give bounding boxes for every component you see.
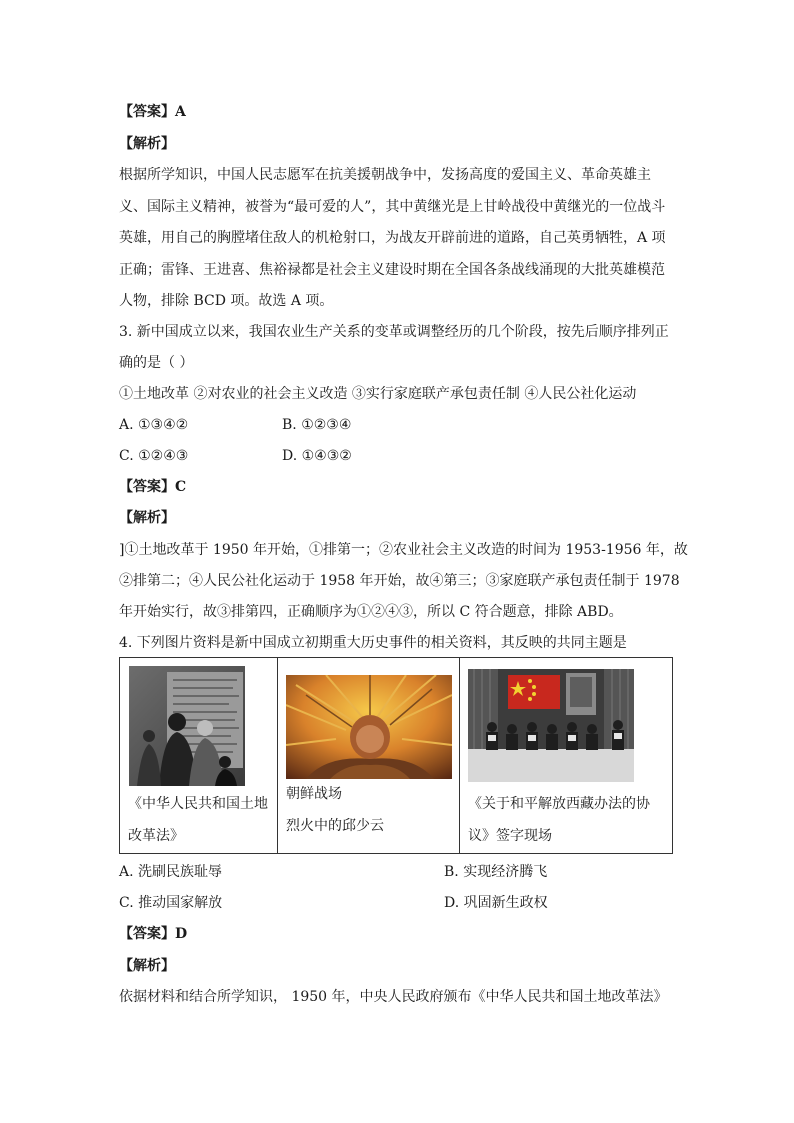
picture-cell-tibet [460,658,672,853]
caption-line: 议》签字现场 [468,828,552,844]
analysis-line: 年开始实行，故③排第四，正确顺序为①②④③，所以 C 符合题意，排除 ABD。 [119,604,623,620]
caption-line: 《关于和平解放西藏办法的协 [468,796,650,812]
question-3-items: ①土地改革 ②对农业的社会主义改造 ③实行家庭联产承包责任制 ④人民公社化运动 [119,386,637,402]
picture-cell-land-reform [120,658,278,853]
answer-label: 【答案】C [119,479,187,495]
picture-table [119,657,673,854]
option-b: B. 实现经济腾飞 [444,864,548,880]
analysis-line: 正确；雷锋、王进喜、焦裕禄都是社会主义建设时期在全国各条战线涌现的大批英雄模范 [119,262,665,278]
option-a: A. ①③④② [119,417,189,433]
analysis-line: 义、国际主义精神，被誉为“最可爱的人”，其中黄继光是上甘岭战役中黄继光的一位战斗 [119,199,666,215]
analysis-label: 【解析】 [119,958,175,974]
qiu-shaoyun-painting [286,675,452,779]
question-3-stem: 3. 新中国成立以来，我国农业生产关系的变革或调整经历的几个阶段，按先后顺序排列正 [119,324,669,340]
analysis-line: 依据材料和结合所学知识， 1950 年，中央人民政府颁布《中华人民共和国土地改革法》 [119,989,668,1005]
analysis-line: ②排第二；④人民公社化运动于 1958 年开始，故④第三；③家庭联产承包责任制于 1978 [119,573,680,589]
answer-label: 【答案】A [119,104,186,120]
option-c: C. 推动国家解放 [119,895,223,911]
answer-label: 【答案】D [119,926,188,942]
analysis-line: 人物，排除 BCD 项。故选 A 项。 [119,293,334,309]
caption-line: 《中华人民共和国土地 [128,796,268,812]
option-a: A. 洗刷民族耻辱 [119,864,223,880]
analysis-label: 【解析】 [119,510,175,526]
land-reform-photo [129,666,245,786]
analysis-line: 英雄，用自己的胸膛堵住敌人的机枪射口，为战友开辟前进的道路，自己英勇牺牲，A 项 [119,230,666,246]
option-c: C. ①②④③ [119,448,189,464]
caption-line: 烈火中的邱少云 [286,818,384,834]
caption-line: 改革法》 [128,828,184,844]
analysis-label: 【解析】 [119,136,175,152]
question-4-stem: 4. 下列图片资料是新中国成立初期重大历史事件的相关资料，其反映的共同主题是 [119,635,627,651]
picture-cell-korea [278,658,460,853]
option-d: D. ①④③② [282,448,352,464]
analysis-line: ]①土地改革于 1950 年开始，①排第一；②农业社会主义改造的时间为 1953-1956 年，故 [119,542,688,558]
caption-line: 朝鲜战场 [286,786,342,802]
option-d: D. 巩固新生政权 [444,895,548,911]
analysis-line: 根据所学知识，中国人民志愿军在抗美援朝战争中，发扬高度的爱国主义、革命英雄主 [119,167,651,183]
option-b: B. ①②③④ [282,417,352,433]
tibet-signing-photo [468,669,634,782]
question-3-stem: 确的是（ ） [119,355,194,371]
